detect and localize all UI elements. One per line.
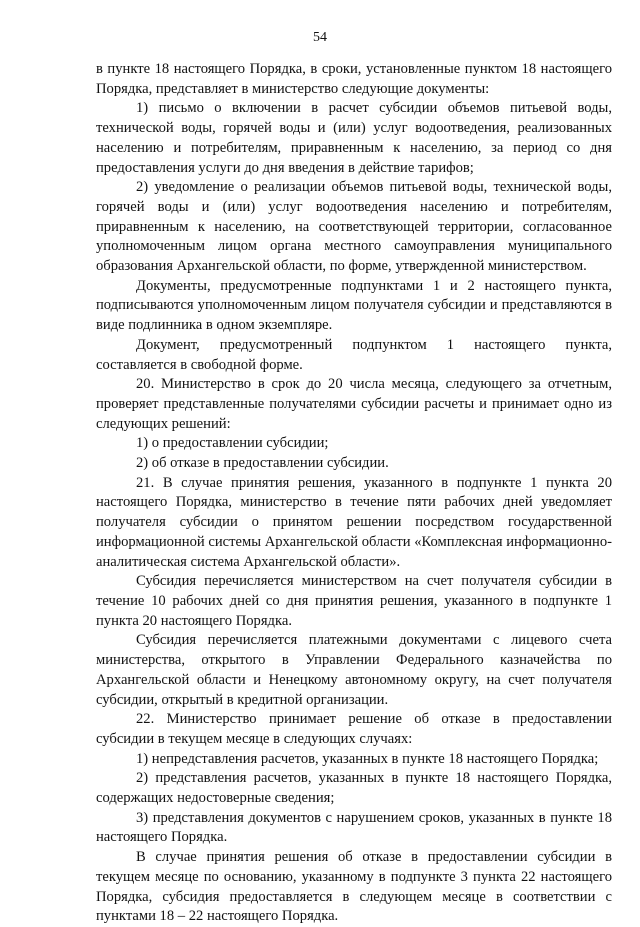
paragraph-refusal-case-1: 1) непредставления расчетов, указанных в пункте 18 настоящего Порядка; xyxy=(136,750,599,767)
paragraph-transfer-method: Субсидия перечисляется платежными документами с лицевого счета министерства, открытого в Управлении Федерального казначейства по Архангельской области и Ненецкому автономному округу, на счет получателя субсидии, открытый в кредитной организации. xyxy=(96,632,612,708)
paragraph-transfer-term: Субсидия перечисляется министерством на счет получателя субсидии в течение 10 рабочих дней со дня принятия решения, указанного в подпункте 1 пункта 20 настоящего Порядка. xyxy=(96,573,612,629)
page-number: 54 xyxy=(313,30,327,45)
paragraph-free-form: Документ, предусмотренный подпунктом 1 настоящего пункта, составляется в свободной форме. xyxy=(96,336,612,373)
paragraph-section-20: 20. Министерство в срок до 20 числа месяца, следующего за отчетным, проверяет представленные получателями субсидии расчеты и принимает одно из следующих решений: xyxy=(96,376,612,432)
paragraph-section-22: 22. Министерство принимает решение об отказе в предоставлении субсидии в текущем месяце в следующих случаях: xyxy=(96,711,612,747)
document-body xyxy=(96,60,612,927)
paragraph-refusal-case-3: 3) представления документов с нарушением сроков, указанных в пункте 18 настоящего Порядка. xyxy=(96,809,612,846)
paragraph-decision-refuse: 2) об отказе в предоставлении субсидии. xyxy=(136,455,389,472)
paragraph-section-21: 21. В случае принятия решения, указанного в подпункте 1 пункта 20 настоящего Порядка, министерство в течение пяти рабочих дней уведомляет получателя субсидии о принятом решении посредством государственной информационной системы Архангельской области «Комплексная информационно-аналитическая система Архангельской области». xyxy=(96,474,612,570)
paragraph-continuation: в пункте 18 настоящего Порядка, в сроки, установленные пунктом 18 настоящего Порядка, представляет в министерство следующие документы: xyxy=(96,61,612,97)
paragraph-decision-grant: 1) о предоставлении субсидии; xyxy=(136,435,329,452)
paragraph-item-2-notification: 2) уведомление о реализации объемов питьевой воды, технической воды, горячей воды и (или) услуг водоотведения населению и потребителям, приравненным к населению, на соответствующей территории, согласованное уполномоченным лицом органа местного самоуправления муниципального образования Архангельской области, по форме, утвержденной министерством. xyxy=(96,179,612,275)
paragraph-next-month: В случае принятия решения об отказе в предоставлении субсидии в текущем месяце по основанию, указанному в подпункте 3 пункта 22 настоящего Порядка, субсидия предоставляется в следующем месяце в соответствии с пунктами 18 – 22 настоящего Порядка. xyxy=(96,849,612,925)
paragraph-item-1-letter: 1) письмо о включении в расчет субсидии объемов питьевой воды, технической воды, горячей воды и (или) услуг водоотведения, реализованных населению и потребителям, приравненным к населению, за период со дня предоставления услуги до дня введения в действие тарифов; xyxy=(96,100,612,176)
paragraph-refusal-case-2: 2) представления расчетов, указанных в пункте 18 настоящего Порядка, содержащих недостоверные сведения; xyxy=(96,770,612,807)
paragraph-documents-signing: Документы, предусмотренные подпунктами 1 и 2 настоящего пункта, подписываются уполномоченным лицом получателя субсидии и представляются в виде подлинника в одном экземпляре. xyxy=(96,277,612,334)
